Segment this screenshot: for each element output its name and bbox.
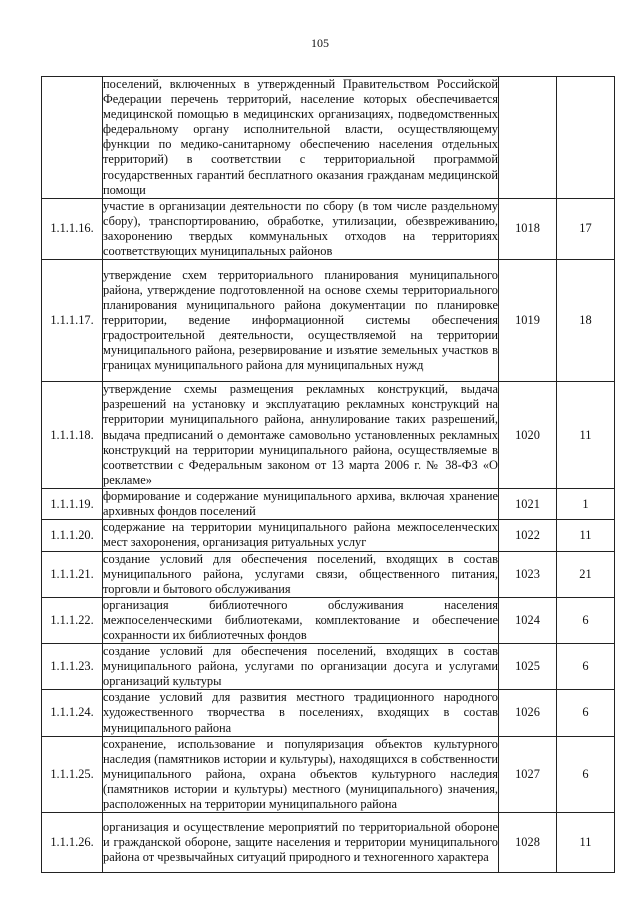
- item-description: утверждение схемы размещения рекламных конструкций, выдача разрешений на установку и эксплуатацию рекламных конструкций на территории муниципального района, аннулирование таких разрешений, выдача предписаний о демонтаже самовольно установленных рекламных конструкций на территории муниципального района, осуществляемые в соответствии с Федеральным законом от 13 марта 2006 г. № 38-ФЗ «О рекламе»: [103, 382, 498, 487]
- item-code: 1018: [499, 198, 557, 259]
- table-row: [42, 382, 615, 489]
- item-description: утверждение схем территориального планирования муниципального района, утверждение подготовленной на основе схемы территориального планирования муниципального района документации по планировке территории, ведение информационной системы обеспечения градостроительной деятельности, осуществляемой на территории муниципального района, резервирование и изъятие земельных участков в границах муниципального района для муниципальных нужд: [103, 260, 499, 382]
- item-code: 1025: [499, 644, 557, 690]
- item-number: 1.1.1.26.: [42, 813, 103, 873]
- page-number: 105: [311, 36, 329, 50]
- item-description: создание условий для обеспечения поселений, входящих в состав муниципального района, услугами связи, общественного питания, торговли и бытового обслуживания: [103, 551, 498, 596]
- item-value: 17: [557, 198, 615, 259]
- table-row: [42, 520, 615, 551]
- table-row: [42, 813, 615, 873]
- item-number: [42, 77, 103, 199]
- table-row: [42, 736, 615, 812]
- item-description: создание условий для обеспечения поселений, входящих в состав муниципального района, услугами по организации досуга и услугами организаций культуры: [103, 644, 498, 689]
- item-value: [557, 77, 615, 199]
- item-code: 1020: [499, 382, 557, 489]
- table-row: [42, 597, 615, 643]
- table-row: [42, 644, 615, 690]
- item-value: 6: [557, 690, 615, 736]
- item-number: 1.1.1.25.: [42, 736, 103, 812]
- table-row: [42, 551, 615, 597]
- item-code: 1026: [499, 690, 557, 736]
- item-value: 6: [557, 736, 615, 812]
- table-row: [42, 260, 615, 382]
- item-value: 11: [557, 382, 615, 489]
- item-number: 1.1.1.16.: [42, 198, 103, 259]
- item-value: 6: [557, 644, 615, 690]
- item-description: формирование и содержание муниципального архива, включая хранение архивных фондов поселений: [103, 489, 498, 519]
- item-code: 1027: [499, 736, 557, 812]
- item-code: 1021: [499, 489, 557, 520]
- item-code: [499, 77, 557, 199]
- item-code: 1028: [499, 813, 557, 873]
- item-code: 1023: [499, 551, 557, 597]
- item-number: 1.1.1.21.: [42, 551, 103, 597]
- item-code: 1022: [499, 520, 557, 551]
- item-value: 11: [557, 813, 615, 873]
- table-row: [42, 489, 615, 520]
- item-number: 1.1.1.22.: [42, 597, 103, 643]
- item-number: 1.1.1.23.: [42, 644, 103, 690]
- item-number: 1.1.1.17.: [42, 260, 103, 382]
- document-table: [41, 76, 615, 873]
- item-description: поселений, включенных в утвержденный Правительством Российской Федерации перечень территорий, население которых обеспечивается медицинской помощью в медицинских организациях, подведомственных федеральному органу исполнительной власти, осуществляющему функции по медико-санитарному обеспечению населения отдельных территорий) в соответствии с территориальной программой государственных гарантий бесплатного оказания гражданам медицинской помощи: [103, 77, 498, 197]
- table-row: [42, 198, 615, 259]
- item-description: создание условий для развития местного традиционного народного художественного творчества в поселениях, входящих в состав муниципального района: [103, 690, 498, 735]
- item-value: 6: [557, 597, 615, 643]
- item-code: 1024: [499, 597, 557, 643]
- table-row: [42, 690, 615, 736]
- table-row: [42, 77, 615, 199]
- item-description: организация и осуществление мероприятий по территориальной обороне и гражданской обороне, защите населения и территории муниципального района от чрезвычайных ситуаций природного и техногенного характера: [103, 813, 499, 873]
- item-value: 1: [557, 489, 615, 520]
- item-number: 1.1.1.19.: [42, 489, 103, 520]
- item-description: сохранение, использование и популяризация объектов культурного наследия (памятников истории и культуры), находящихся в собственности муниципального района, охрана объектов культурного наследия (памятников истории и культуры) местного (муниципального) значения, расположенных на территории муниципального района: [103, 736, 498, 811]
- item-description: участие в организации деятельности по сбору (в том числе раздельному сбору), транспортированию, обработке, утилизации, обезвреживанию, захоронению твердых коммунальных отходов на территориях соответствующих муниципальных районов: [103, 198, 498, 259]
- item-code: 1019: [499, 260, 557, 382]
- item-value: 21: [557, 551, 615, 597]
- item-number: 1.1.1.18.: [42, 382, 103, 489]
- item-description: содержание на территории муниципального района межпоселенческих мест захоронения, организация ритуальных услуг: [103, 520, 498, 550]
- item-description: организация библиотечного обслуживания населения межпоселенческими библиотеками, комплектование и обеспечение сохранности их библиотечных фондов: [103, 597, 498, 642]
- table-body: [42, 77, 615, 873]
- item-value: 11: [557, 520, 615, 551]
- item-number: 1.1.1.20.: [42, 520, 103, 551]
- item-value: 18: [557, 260, 615, 382]
- item-number: 1.1.1.24.: [42, 690, 103, 736]
